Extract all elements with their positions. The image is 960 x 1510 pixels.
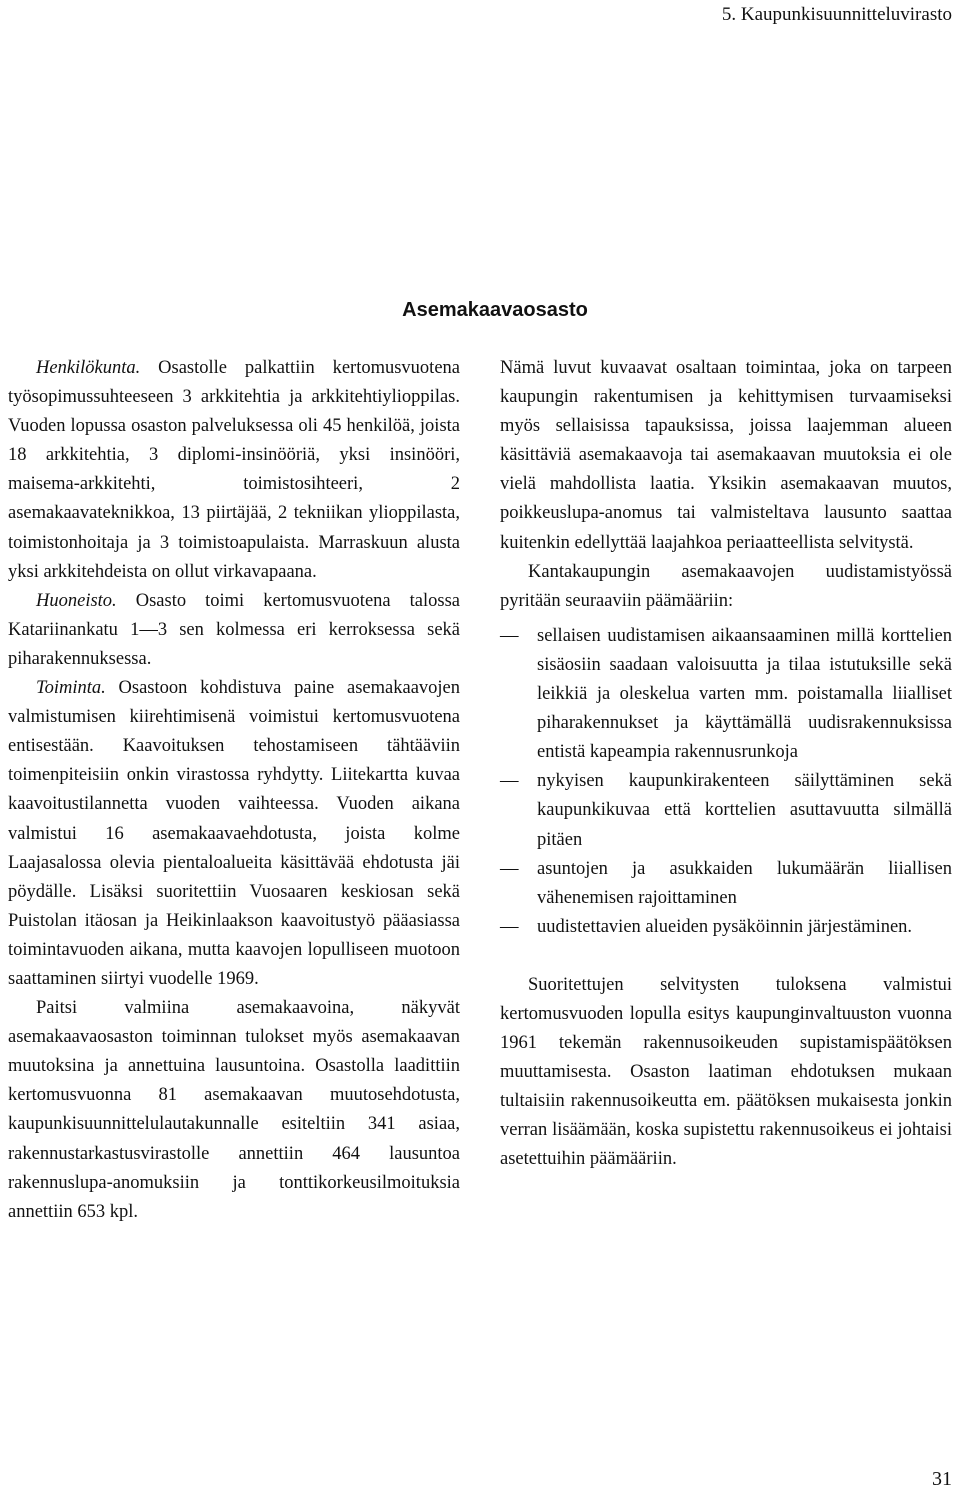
list-item [500, 767, 952, 854]
paragraph-text: Osastolle palkattiin kertomusvuotena työsopimussuhteeseen 3 arkkitehtia ja arkkitehtiylioppilas. Vuoden lopussa osaston palveluksessa oli 45 henkilöä, joista 18 arkkitehtia, 3 diplomi-insinööriä, yksi insinööri, maisema-arkkitehti, toimistosihteeri, 2 asemakaavateknikkoa, 13 piirtäjää, 2 tekniikan ylioppilasta, toimistonhoitaja ja 3 toimistoapulaista. Marraskuun alusta yksi arkkitehdeista on ollut virkavapaana. [8, 358, 460, 582]
list-item [500, 913, 952, 942]
paragraph-premises [8, 587, 460, 674]
paragraph-text: Osastoon kohdistuva paine asemakaavojen valmistumisen kiirehtimisenä voimistui kertomusvuotena entisestään. Kaavoituksen tehostamiseen tähtääviin toimenpiteisiin onkin virastossa ryhdytty. Liitekartta kuvaa kaavoitustilannetta vuoden vaihteessa. Vuoden aikana valmistui 16 asemakaavaehdotusta, joista kolme Laajasalossa olevia pientaloalueita käsittävää ehdotusta jäi pöydälle. Lisäksi suoritettiin Vuosaaren keskiosan sekä Puistolan itäosan ja Heikinlaakson kaavoitustyö pääasiassa toimintavuoden aikana, mutta kaavojen lopulliseen muotoon saattaminen siirtyi vuodelle 1969. [8, 678, 460, 989]
dash-marker: — [500, 858, 519, 879]
section-title: Asemakaavaosasto [402, 299, 588, 321]
paragraph-conclusion: Suoritettujen selvitysten tuloksena valmistui kertomusvuoden lopulla esitys kaupunginvaltuuston vuonna 1961 tekemän rakennusoikeuden supistamispäätöksen muuttamisesta. Osaston laatiman ehdotuksen mukaan tultaisiin rakennusoikeutta em. päätöksen mukaisesta jonkin verran lisäämään, koska supistettu rakennusoikeus ei johtaisi asetettuihin päämääriin. [500, 974, 952, 1170]
left-column [8, 354, 460, 1227]
right-column [500, 354, 952, 1175]
list-item-text: sellaisen uudistamisen aikaansaaminen millä korttelien sisäosiin saadaan valoisuutta ja tilaa istutuksille sekä leikkiä ja oleskelua varten mm. poistamalla liialliset piharakennukset ja käyttämällä uudisrakennuksissa entistä kapeampia rakennusrunkoja [537, 625, 952, 763]
paragraph-lead: Henkilökunta. [36, 358, 141, 378]
running-header: 5. Kaupunkisuunnitteluvirasto [721, 4, 952, 25]
paragraph-text: Osasto toimi kertomusvuotena talossa Katariinankatu 1—3 sen kolmessa eri kerroksessa sekä piharakennuksessa. [8, 590, 460, 669]
dash-marker: — [500, 771, 519, 792]
page-number: 31 [932, 1468, 952, 1490]
paragraph-figures: Nämä luvut kuvaavat osaltaan toimintaa, joka on tarpeen kaupungin rakentumisen ja kehittymisen turvaamiseksi myös sellaisissa tapauksissa, joissa laajemman alueen käsittäviä asemakaavoja tai asemakaavan muutoksia ei ole vielä mahdollista laatia. Yksikin asemakaavan muutos, poikkeuslupa-anomus tai valmisteltava lausunto saattaa kuitenkin edellyttää laajahkoa periaatteellista selvitystä. [500, 358, 952, 553]
paragraph-lead: Toiminta. [36, 678, 106, 699]
paragraph-personnel [8, 354, 460, 587]
list-item-text: uudistettavien alueiden pysäköinnin järjestäminen. [537, 916, 913, 937]
list-item-text: nykyisen kaupunkirakenteen säilyttäminen sekä kaupunkikuvaa että korttelien asuttavuutta silmällä pitäen [537, 771, 952, 850]
paragraph-activity [8, 674, 460, 994]
dash-marker: — [500, 916, 519, 937]
paragraph-lead: Huoneisto. [36, 590, 117, 611]
paragraph-goals-intro: Kantakaupungin asemakaavojen uudistamistyössä pyritään seuraaviin päämääriin: [500, 561, 952, 611]
list-item [500, 855, 952, 913]
paragraph-results: Paitsi valmiina asemakaavoina, näkyvät asemakaavaosaston toiminnan tulokset myös asemakaavan muutoksina ja annettuina lausuntoina. Osastolla laadittiin kertomusvuonna 81 asemakaavan muutosehdotusta, kaupunkisuunnittelulautakunnalle esiteltiin 341 asiaa, rakennustarkastusvirastolle annettiin 464 lausuntoa rakennuslupa-anomuksiin ja tonttikorkeusilmoituksia annettiin 653 kpl. [8, 998, 460, 1222]
list-item-text: asuntojen ja asukkaiden lukumäärän liiallisen vähenemisen rajoittaminen [537, 858, 952, 908]
list-item [500, 622, 952, 767]
dash-marker: — [500, 625, 519, 646]
goals-list [500, 622, 952, 942]
